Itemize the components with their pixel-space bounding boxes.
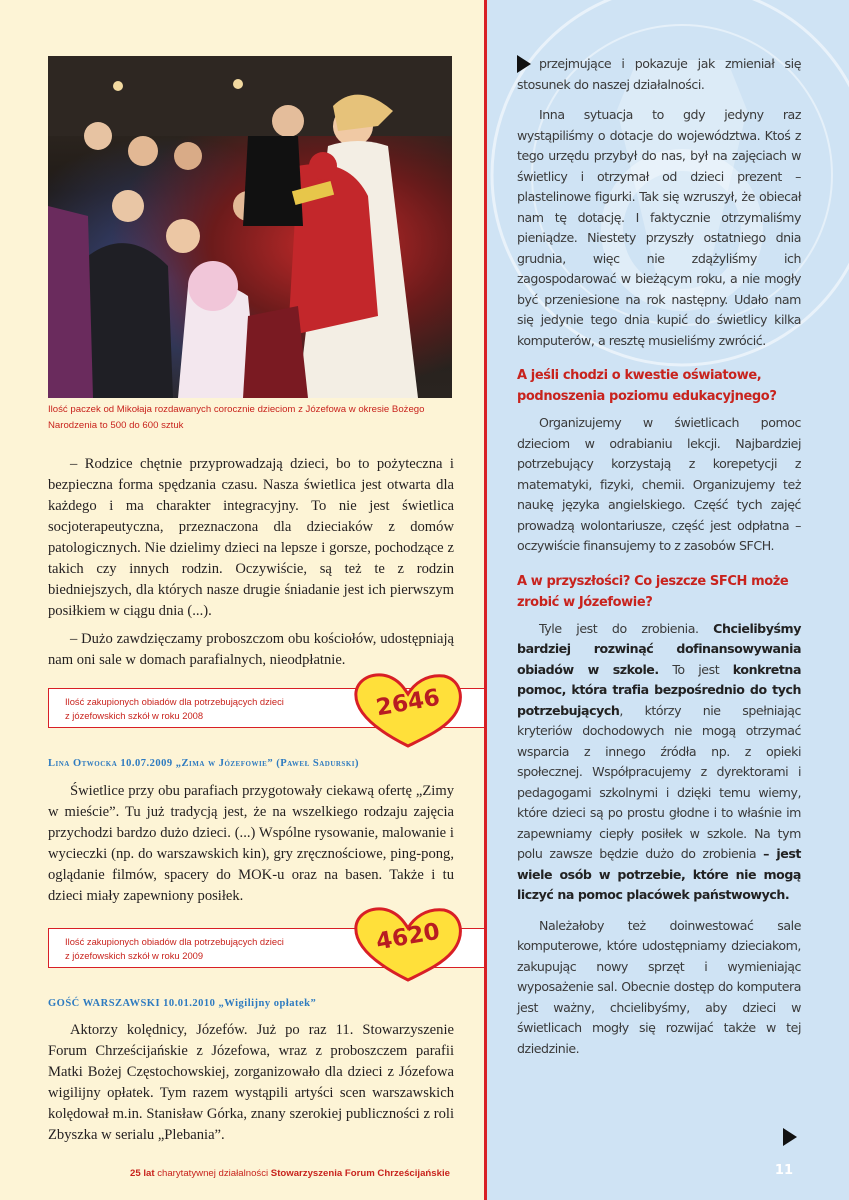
answer-bold-text: Chcielibyśmy bardziej rozwinąć dofinansowywania obiadów w szkole. [517, 620, 801, 677]
right-text-block [517, 54, 801, 1059]
right-paragraph [517, 54, 801, 95]
stat-box-label-line2: z józefowskich szkół w roku 2009 [65, 950, 204, 961]
interview-question: A jeśli chodzi o kwestie oświatowe, podnoszenia poziomu edukacyjnego? [517, 368, 777, 404]
stat-box-label [65, 695, 284, 723]
source-heading-text: GOŚĆ WARSZAWSKI 10.01.2010 „Wigilijny opłatek” [48, 998, 317, 1009]
interview-answer: Należałoby też doinwestować sale komputerowe, które udostępniamy dzieciakom, zakupując nowy sprzęt i wymieniając wyposażenie sal. Obecnie dostęp do komputera jest ważny, chcielibyśmy, aby dzieci w świetlicach mogły się rozwijać także w tej dziedzinie. [517, 917, 801, 1056]
answer-bold-text: konkretna pomoc, która trafia bezpośrednio do tych potrzebujących [517, 661, 801, 718]
interview-answer: Organizujemy w świetlicach pomoc dzieciom w odrabianiu lekcji. Najbardziej potrzebujący korzystają z korepetycji z matematyki, fizyki, chemii. Organizujemy też naukę języka angielskiego. Część tych zajęć prowadzą wolontariusze, część jest odpłatna – oczywiście finansujemy to z zasobów SFCH. [517, 415, 801, 553]
stat-box-label-line2: z józefowskich szkół w roku 2008 [65, 710, 204, 721]
left-text-block [48, 454, 454, 671]
stat-value: 2646 [374, 684, 442, 722]
page-number: 11 [774, 1163, 793, 1178]
right-paragraph: Inna sytuacja to gdy jedyny raz wystąpiliśmy o dotacje do województwa. Ktoś z tego urzędu przybył do nas, był na zajęciach w świetlicy i otrzymał od dzieci prezent – plastelinowe figurki. Tak się wzruszył, że obiecał nam tę dotację. I faktycznie otrzymaliśmy pieniądze. Niestety przyszły ostatniego dnia grudnia, więc nie zdążyliśmy ich zagospodarować w bieżącym roku, a nie mogły być przeniesione na rok następny. Udało nam się jedynie tego dnia kupić do świetlicy kilka komputerów, a resztę musieliśmy zwrócić. [517, 107, 801, 348]
answer-text: To jest [658, 661, 733, 677]
next-page-arrow-icon [783, 1128, 797, 1146]
source-paragraph: Aktorzy kolędnicy, Józefów. Już po raz 11. Stowarzyszenie Forum Chrześcijańskie z Józefowa, wraz z proboszczem parafii Matki Bożej Częstochowskiej, zorganizowało dla dzieci z Józefowa wigilijny opłatek. Tym razem wystąpili artyści scen warszawskich kolędował m.in. Stanisław Górka, znany szerokiej publiczności z roli Zbyszka w serialu „Plebania”. [48, 1022, 454, 1143]
footer-mid: charytatywnej działalności [154, 1168, 271, 1179]
footer-bold-end: Stowarzyszenia Forum Chrześcijańskie [270, 1168, 450, 1179]
footer-text [130, 1168, 450, 1179]
source-heading-gosc-warszawski [48, 998, 316, 1009]
photo-illustration [48, 56, 452, 398]
answer-text: , którzy nie spełniając kryteriów dochodowych nie mogą otrzymać wsparcia z innego źródła np. z opieki społecznej. Współpracujemy z dyrektorami i pedagogami szkolnymi i dzięki temu wiemy, które dzieci są po prostu głodne i to właśnie im zapewniamy ciepły posiłek w szkole. Na tym polu zawsze będzie dużo do zrobienia [517, 702, 801, 861]
source-heading-text: Lina Otwocka 10.07.2009 „Zima w Józefowie” (Paweł Sadurski) [48, 758, 359, 769]
interview-question: A w przyszłości? Co jeszcze SFCH może zrobić w Józefowie? [517, 573, 789, 610]
stat-box-label-line1: Ilość zakupionych obiadów dla potrzebujących dzieci [65, 696, 284, 707]
stat-box-label-line1: Ilość zakupionych obiadów dla potrzebujących dzieci [65, 936, 284, 947]
santa-children-photo [48, 56, 452, 398]
footer-bold-start: 25 lat [130, 1168, 155, 1179]
source-2-text [48, 1020, 454, 1146]
answer-text: Tyle jest do zrobienia. [539, 620, 714, 636]
stat-box-label [65, 935, 284, 963]
left-paragraph: – Dużo zawdzięczamy proboszczom obu kościołów, udostępniają nam oni sale w domach parafialnych, nieodpłatnie. [48, 631, 454, 668]
source-paragraph: Świetlice przy obu parafiach przygotowały ciekawą ofertę „Zimy w mieście”. Tu już tradycją jest, że na wszelkiego rodzaju zajęcia przychodzi bardzo dużo dzieci. (...) Wspólne rysowanie, malowanie i wycieczki (np. do warszawskich kin), gry zręcznościowe, ping-pong, oglądanie filmów, spacery do MOK-u oraz na basen. Także i tu dzieci miały zapewniony posiłek. [48, 783, 454, 904]
source-1-text [48, 781, 454, 907]
heart-badge-2009 [352, 906, 464, 984]
heart-badge-2008 [352, 672, 464, 750]
photo-caption: Ilość paczek od Mikołaja rozdawanych corocznie dzieciom z Józefowa w okresie Bożego Narodzenia to 500 do 600 sztuk [48, 404, 425, 431]
source-heading-lina-otwocka [48, 758, 359, 769]
stat-value: 4620 [374, 918, 442, 956]
left-paragraph: – Rodzice chętnie przyprowadzają dzieci, bo to pożyteczna i bezpieczna forma spędzania czasu. Nasza świetlica jest otwarta dla każdego i ma charakter integracyjny. To nie jest świetlica socjoterapeutyczna, przeznaczona dla dzieciaków z domów patologicznych. Nie dzielimy dzieci na lepsze i gorsze, pochodzące z takich czy innych rodzin. Oczywiście, są też te z rodzin biedniejszych, dla których nasze drugie śniadanie jest ich pierwszym posiłkiem w ciągu dnia (...). [48, 456, 454, 619]
interview-answer [517, 619, 801, 906]
right-paragraph-text: przejmujące i pokazuje jak zmieniał się stosunek do naszej działalności. [517, 56, 801, 92]
answer-bold-text: – jest wiele osób w potrzebie, które nie mogą liczyć na pomoc placówek państwowych. [517, 846, 801, 902]
